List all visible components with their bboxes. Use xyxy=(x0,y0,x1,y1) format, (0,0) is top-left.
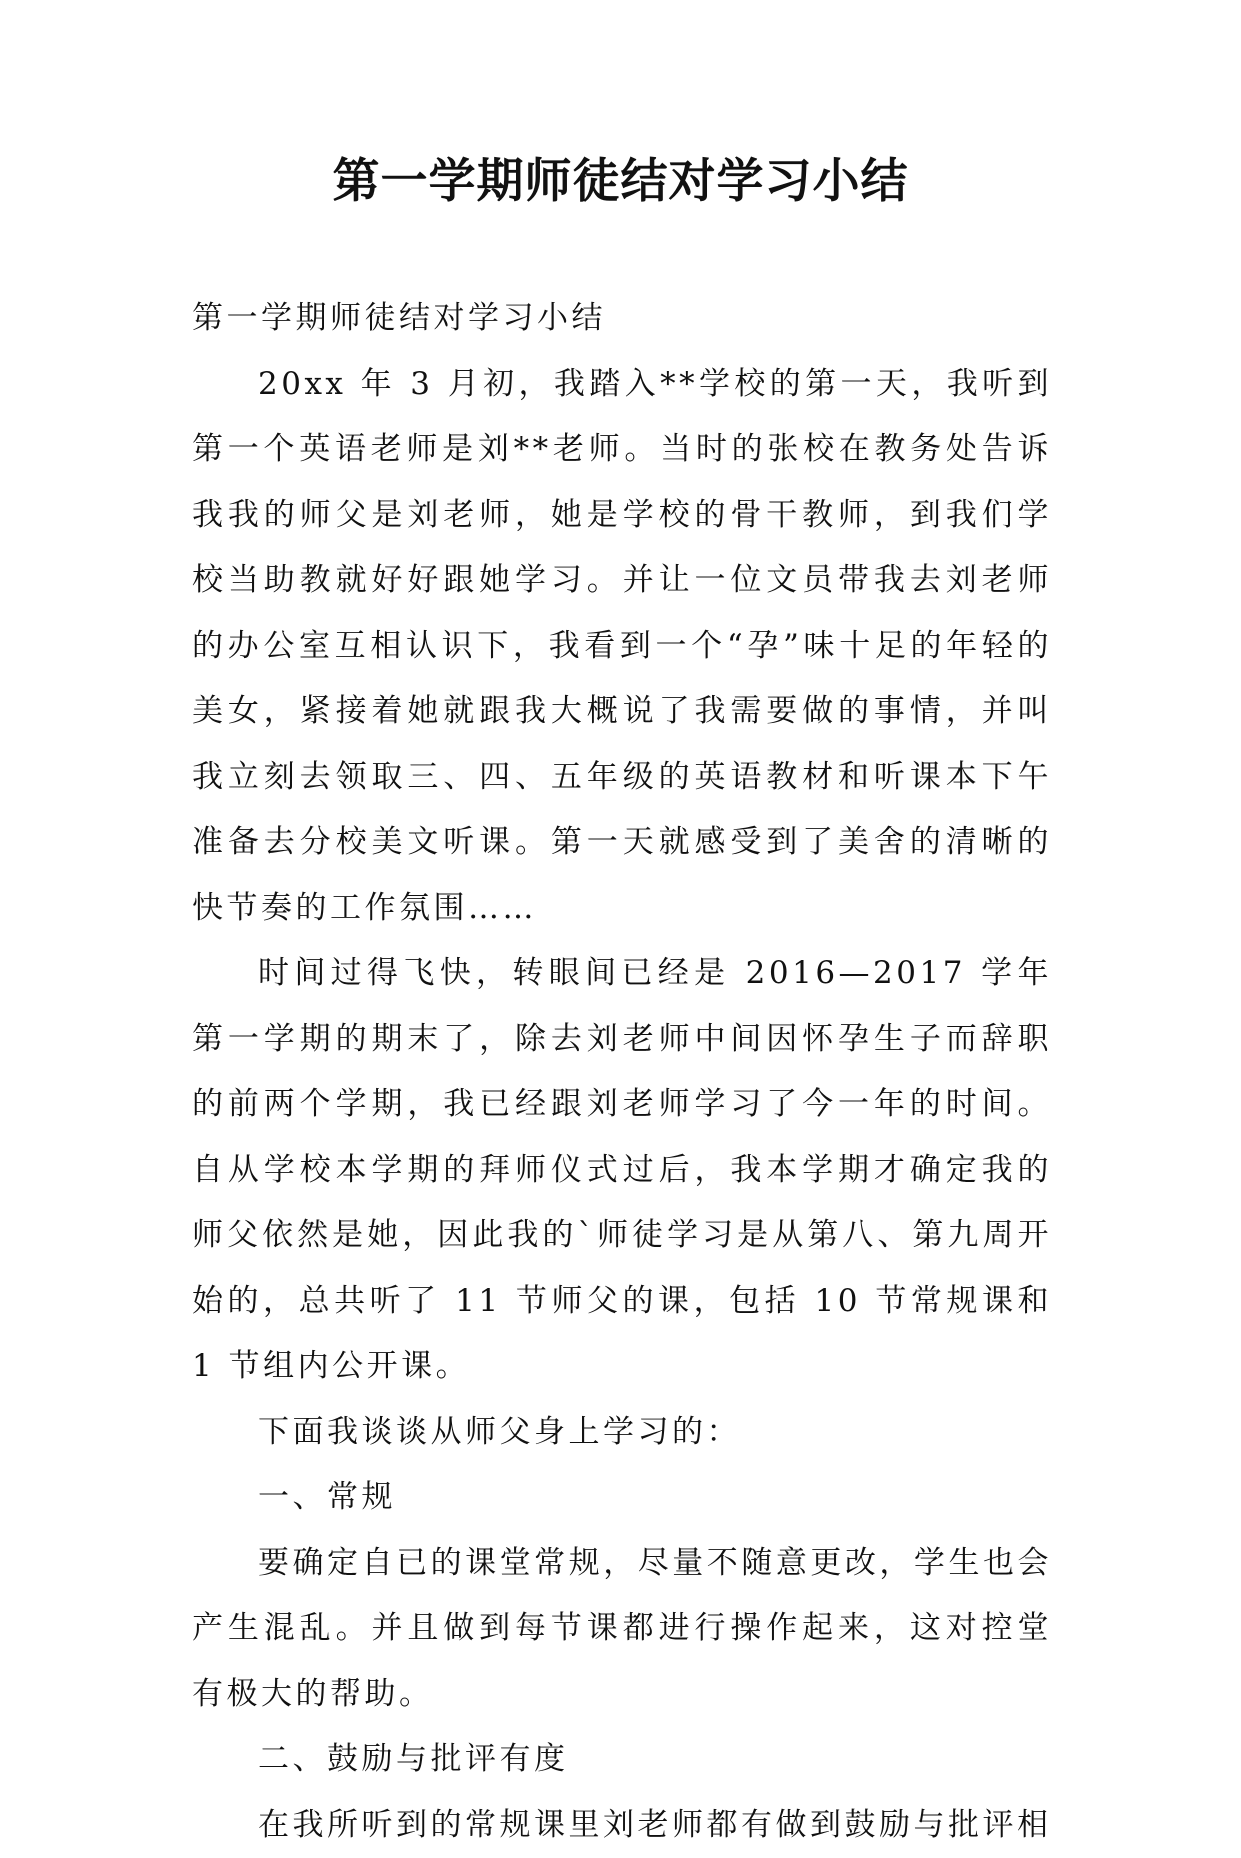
subtitle-paragraph: 第一学期师徒结对学习小结 xyxy=(192,286,1052,352)
document-title: 第一学期师徒结对学习小结 xyxy=(0,150,1241,214)
document-body xyxy=(192,286,1052,1858)
section-heading: 二、鼓励与批评有度 xyxy=(192,1727,1052,1793)
section-heading: 一、常规 xyxy=(192,1465,1052,1531)
body-paragraph: 下面我谈谈从师父身上学习的： xyxy=(192,1400,1052,1466)
body-paragraph: 20xx 年 3 月初，我踏入**学校的第一天，我听到第一个英语老师是刘**老师。当时的张校在教务处告诉我我的师父是刘老师，她是学校的骨干教师，到我们学校当助教就好好跟她学习。并让一位文员带我去刘老师的办公室互相认识下，我看到一个“孕”味十足的年轻的美女，紧接着她就跟我大概说了我需要做的事情，并叫我立刻去领取三、四、五年级的英语教材和听课本下午准备去分校美文听课。第一天就感受到了美舍的清晰的快节奏的工作氛围…… xyxy=(192,352,1052,942)
body-paragraph: 要确定自已的课堂常规，尽量不随意更改，学生也会产生混乱。并且做到每节课都进行操作起来，这对控堂有极大的帮助。 xyxy=(192,1531,1052,1728)
body-paragraph: 时间过得飞快，转眼间已经是 2016—2017 学年第一学期的期末了，除去刘老师中间因怀孕生子而辞职的前两个学期，我已经跟刘老师学习了今一年的时间。自从学校本学期的拜师仪式过后，我本学期才确定我的师父依然是她，因此我的`师徒学习是从第八、第九周开始的，总共听了 11 节师父的课，包括 10 节常规课和 1 节组内公开课。 xyxy=(192,941,1052,1400)
body-paragraph: 在我所听到的常规课里刘老师都有做到鼓励与批评相 xyxy=(192,1793,1052,1858)
